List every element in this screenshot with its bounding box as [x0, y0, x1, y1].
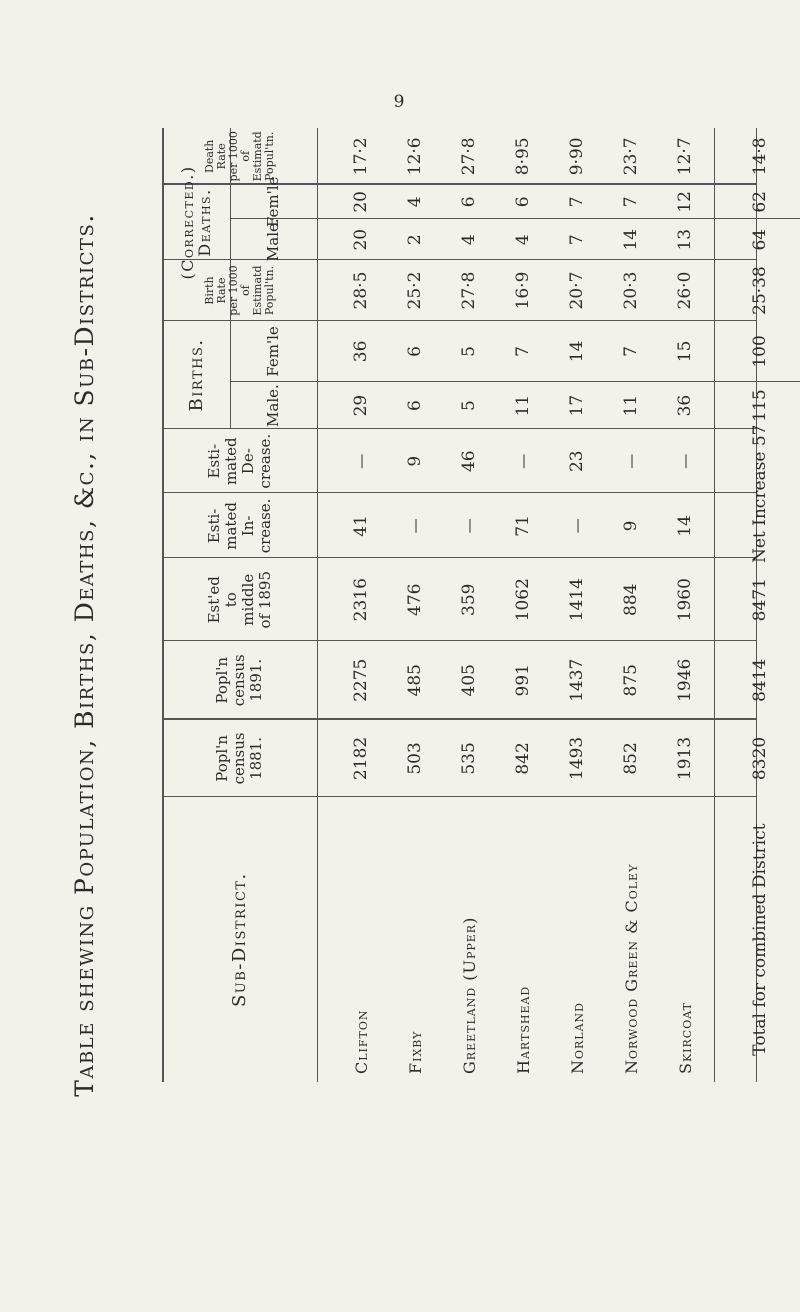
header-rule	[317, 128, 318, 1082]
table-cell-dr: 9·90	[567, 137, 587, 176]
table-cell-d_m: 7	[567, 234, 587, 246]
page-number: 9	[393, 92, 405, 112]
total-est-1895: 8471	[750, 578, 770, 622]
district-name: Skircoat	[675, 1002, 695, 1074]
table-cell-dr: 12·7	[675, 137, 695, 176]
table-cell-d_m: 2	[405, 234, 425, 246]
header-pop-1881	[162, 720, 317, 798]
header-increase-line: mated	[221, 502, 240, 550]
header-decrease-line: crease.	[255, 433, 274, 489]
table-cell-inc: 71	[513, 515, 533, 537]
table-cell-d_f: 6	[513, 196, 533, 208]
table-cell-inc: 41	[351, 515, 371, 537]
table-cell-p1895: 884	[621, 583, 641, 616]
table-cell-dec: 23	[567, 450, 587, 473]
header-pop-1891-line: census	[230, 654, 248, 707]
header-sub-district: Sub-District.	[229, 872, 250, 1008]
table-cell-br: 27·8	[459, 271, 479, 310]
table-cell-dr: 23·7	[621, 137, 641, 176]
table-cell-br: 20·7	[567, 271, 587, 310]
table-cell-b_f: 14	[567, 340, 587, 363]
header-births-female: Fem'le	[264, 326, 282, 377]
district-name: Hartshead	[513, 985, 533, 1074]
total-pop-1891: 8414	[750, 658, 770, 702]
table-cell-d_m: 14	[621, 228, 641, 251]
header-birth-rate-line: of	[238, 285, 252, 296]
header-pop-1881-line: Popl'n	[213, 735, 231, 782]
table-cell-inc: 9	[621, 520, 641, 532]
header-birth-rate-line: Estimatd	[250, 265, 264, 316]
total-rule	[714, 128, 715, 1082]
table-cell-b_f: 36	[351, 340, 371, 363]
table-cell-b_f: 5	[459, 346, 479, 357]
header-decrease-line: Esti-	[204, 443, 223, 479]
table-cell-b_m: 11	[513, 394, 533, 417]
header-pop-1891-line: Popl'n	[213, 656, 231, 704]
header-deaths-line: Deaths.	[195, 188, 214, 257]
header-pop-1881-line: census	[230, 732, 248, 785]
header-death-rate-line: Estimatd	[250, 131, 264, 182]
header-death-rate-line: Rate	[214, 143, 228, 170]
table-cell-b_f: 6	[405, 346, 425, 357]
header-death-rate-line: of	[238, 150, 252, 162]
table-cell-p1881: 2182	[351, 736, 371, 781]
table-cell-p1895: 1960	[675, 578, 695, 622]
header-decrease-line: De-	[238, 448, 257, 475]
table-cell-d_f: 6	[459, 196, 479, 208]
table-cell-p1895: 359	[459, 583, 479, 616]
table-cell-dec: —	[352, 453, 370, 469]
header-death-rate-line: Death	[202, 139, 216, 173]
district-name: Greetland (Upper)	[459, 916, 479, 1074]
district-name: Norland	[567, 1002, 587, 1074]
header-est-1895-line: to	[221, 592, 240, 608]
table-cell-br: 26·0	[675, 271, 695, 310]
table-cell-p1881: 1913	[675, 736, 695, 781]
total-net-increase: Net Increase 57	[750, 424, 770, 564]
table-cell-inc: —	[406, 518, 424, 534]
table-cell-dec: 9	[405, 455, 425, 467]
table-cell-d_f: 12	[675, 191, 695, 213]
table-cell-br: 25·2	[405, 271, 425, 310]
header-deaths-line: (Corrected.)	[178, 165, 197, 280]
total-deaths-male: 64	[750, 228, 770, 251]
header-births-male: Male.	[264, 384, 282, 427]
table-cell-b_f: 15	[675, 340, 695, 363]
header-death-rate-line: per 1000	[226, 131, 240, 182]
table-cell-p1891: 485	[405, 664, 425, 697]
header-death-rate-line: Popul'tn.	[262, 131, 276, 181]
total-death-rate: 14·8	[750, 137, 770, 176]
header-death-rate	[162, 128, 317, 185]
table-cell-p1881: 852	[621, 742, 641, 775]
district-name: Fixby	[405, 1030, 425, 1074]
header-pop-1891-line: 1891.	[247, 658, 265, 702]
table-cell-p1895: 2316	[351, 578, 371, 622]
table-cell-b_m: 5	[459, 400, 479, 411]
table-cell-p1881: 503	[405, 742, 425, 775]
total-births-male: 115	[750, 389, 770, 422]
page-title: Table shewing Population, Births, Deaths, &c., in Sub-Districts.	[70, 213, 99, 1097]
header-deaths-male: Male.	[264, 218, 282, 262]
district-name: Norwood Green & Coley	[621, 863, 641, 1074]
table-cell-inc: —	[568, 518, 586, 534]
district-name: Clifton	[351, 1009, 371, 1074]
table-cell-d_f: 4	[405, 196, 425, 208]
table-cell-dr: 17·2	[351, 137, 371, 176]
header-decrease-line: mated	[221, 437, 240, 486]
header-est-1895-line: Est'ed	[204, 576, 223, 624]
table-cell-d_m: 4	[513, 234, 533, 246]
table-cell-br: 28·5	[351, 271, 371, 310]
table-cell-p1895: 1062	[513, 578, 533, 622]
table-cell-b_m: 36	[675, 394, 695, 417]
table-cell-p1891: 991	[513, 664, 533, 697]
header-est-1895-line: of 1895	[255, 570, 274, 629]
header-increase-line: In-	[238, 515, 257, 537]
table-cell-d_m: 4	[459, 234, 479, 246]
header-birth-rate-line: Rate	[214, 277, 228, 304]
table-cell-p1891: 2275	[351, 658, 371, 702]
total-label: Total for combined District	[750, 823, 770, 1056]
table-cell-inc: —	[460, 518, 478, 534]
total-birth-rate: 25·38	[750, 266, 770, 315]
table-cell-d_f: 20	[351, 191, 371, 213]
table-cell-dr: 8·95	[513, 137, 533, 176]
table-cell-b_m: 17	[567, 394, 587, 417]
table-cell-b_m: 6	[405, 400, 425, 411]
table-cell-dec: —	[514, 453, 532, 469]
table-cell-p1891: 1946	[675, 658, 695, 702]
table-cell-dr: 27·8	[459, 137, 479, 176]
header-increase-line: Esti-	[204, 508, 223, 544]
header-increase	[162, 493, 317, 558]
table-cell-d_f: 7	[621, 196, 641, 208]
header-birth-rate-line: Popul'tn.	[262, 265, 276, 316]
header-birth-rate-line: per 1000	[226, 265, 240, 316]
total-births-female: 100	[750, 335, 770, 368]
header-est-1895-line: middle	[238, 573, 257, 626]
header-increase-line: crease.	[255, 498, 274, 554]
table-cell-d_m: 20	[351, 228, 371, 251]
table-cell-dec: —	[622, 453, 640, 469]
table-cell-p1891: 1437	[567, 658, 587, 702]
table-cell-p1891: 875	[621, 664, 641, 697]
total-deaths-female: 62	[750, 191, 770, 213]
table-cell-b_f: 7	[513, 346, 533, 357]
table-cell-inc: 14	[675, 515, 695, 537]
table-cell-dec: —	[676, 453, 694, 469]
table-cell-dec: 46	[459, 450, 479, 473]
header-decrease	[162, 429, 317, 493]
table-cell-d_f: 7	[567, 196, 587, 208]
header-birth-rate-line: Birth	[202, 276, 216, 305]
table-wrapper	[162, 128, 770, 1082]
table-cell-p1881: 842	[513, 742, 533, 775]
header-est-1895	[162, 559, 317, 641]
table-cell-br: 16·9	[513, 271, 533, 310]
population-table	[162, 128, 770, 1082]
header-deaths-female: Fem'le	[264, 176, 282, 228]
table-cell-p1881: 1493	[567, 736, 587, 781]
table-cell-p1895: 476	[405, 583, 425, 616]
header-births: Births.	[185, 338, 207, 412]
table-cell-p1891: 405	[459, 664, 479, 697]
header-pop-1881-line: 1881.	[247, 736, 265, 780]
table-cell-b_m: 29	[351, 394, 371, 417]
table-cell-br: 20·3	[621, 271, 641, 310]
header-pop-1891	[162, 641, 317, 720]
table-cell-d_m: 13	[675, 228, 695, 251]
table-cell-p1895: 1414	[567, 578, 587, 622]
table-cell-dr: 12·6	[405, 137, 425, 176]
header-deaths	[162, 165, 230, 280]
table-cell-b_m: 11	[621, 394, 641, 417]
table-cell-b_f: 7	[621, 346, 641, 357]
table-cell-p1881: 535	[459, 742, 479, 775]
total-pop-1881: 8320	[750, 736, 770, 781]
